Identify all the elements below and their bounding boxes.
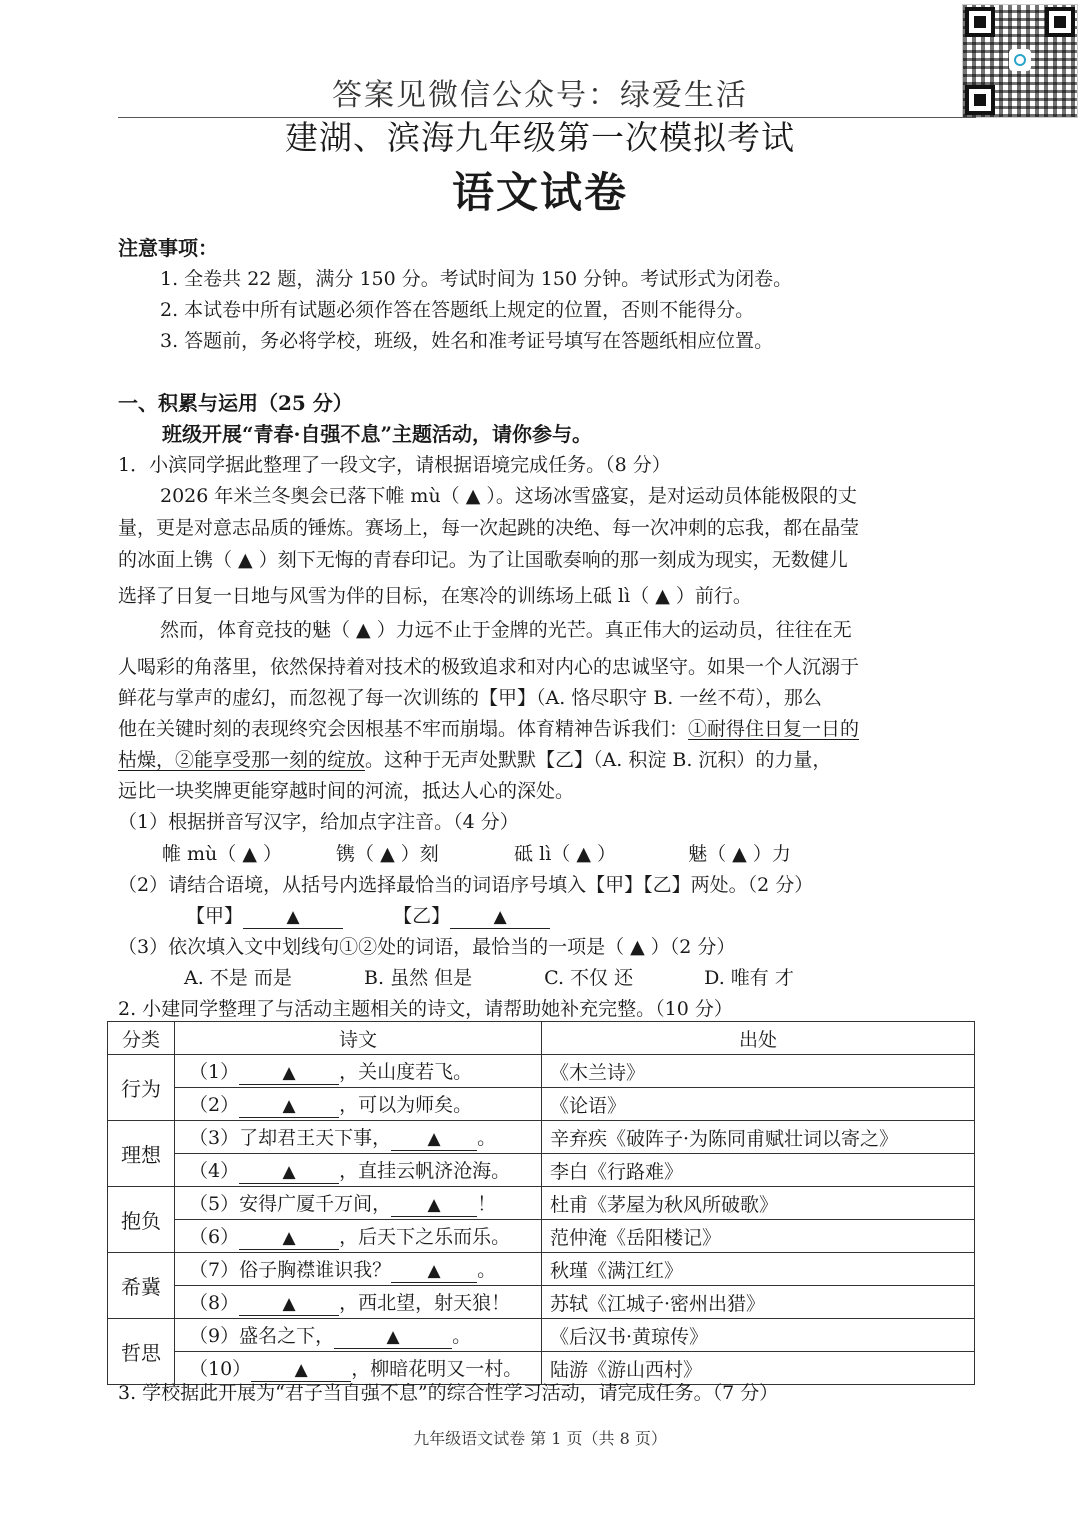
answer-blank[interactable]: ▲ [239, 1061, 339, 1085]
answer-blank[interactable]: ▲ [251, 1358, 351, 1382]
sub1-item: 镌（ ▲ ）刻 [336, 843, 439, 865]
passage-line: 人喝彩的角落里，依然保持着对技术的极致追求和对内心的忠诚坚守。如果一个人沉溺于 [118, 656, 860, 678]
table-row: 抱负 （5）安得广厦千万间， ▲ ！ 杜甫《茅屋为秋风所破歌》 [108, 1187, 975, 1220]
answer-blank[interactable]: ▲ [391, 1127, 477, 1151]
answer-blank-yi[interactable]: ▲ [450, 905, 550, 929]
sub1-item: 砥 lì（ ▲ ） [514, 843, 616, 865]
table-header-row [108, 1022, 975, 1055]
poetry-table [107, 1021, 975, 1385]
paper-title: 语文试卷 [451, 168, 628, 217]
category-cell: 希冀 [108, 1253, 175, 1319]
answer-blank[interactable]: ▲ [391, 1193, 477, 1217]
table-row: （10） ▲ ，柳暗花明又一村。 陆游《游山西村》 [108, 1352, 975, 1385]
passage-line-with-underline: 他在关键时刻的表现终究会因根基不牢而崩塌。体育精神告诉我们：①耐得住日复一日的 [118, 718, 860, 740]
answer-blank[interactable]: ▲ [239, 1160, 339, 1184]
source-cell: 《论语》 [542, 1088, 975, 1121]
sub-question-1: （1）根据拼音写汉字，给加点字注音。（4 分） [118, 811, 519, 833]
question-2-prompt: 2. 小建同学整理了与活动主题相关的诗文，请帮助她补充完整。（10 分） [118, 998, 733, 1020]
page-footer: 九年级语文试卷 第 1 页（共 8 页） [413, 1429, 667, 1448]
category-cell: 理想 [108, 1121, 175, 1187]
sub-question-3: （3）依次填入文中划线句①②处的词语，最恰当的一项是（ ▲ ）（2 分） [118, 936, 736, 958]
table-row: （2） ▲ ，可以为师矣。 《论语》 [108, 1088, 975, 1121]
source-cell: 陆游《游山西村》 [542, 1352, 975, 1385]
table-row: 哲思 （9）盛名之下， ▲ 。 《后汉书·黄琼传》 [108, 1319, 975, 1352]
passage-line: 选择了日复一日地与风雪为伴的目标，在寒冷的训练场上砥 lì（ ▲ ）前行。 [118, 585, 752, 607]
header-source: 出处 [542, 1022, 975, 1055]
category-cell: 哲思 [108, 1319, 175, 1385]
sub2-blanks: 【甲】 ▲ 【乙】 ▲ [186, 902, 1046, 930]
passage-line-with-underline: 枯燥，②能享受那一刻的绽放。这种于无声处默默【乙】（A. 积淀 B. 沉积）的力量， [118, 749, 832, 771]
notice-item: 3. 答题前，务必将学校，班级，姓名和准考证号填写在答题纸相应位置。 [160, 330, 774, 352]
activity-intro: 班级开展“青春·自强不息”主题活动，请你参与。 [162, 422, 592, 446]
exam-title: 建湖、滨海九年级第一次模拟考试 [285, 118, 795, 157]
notice-item: 1. 全卷共 22 题，满分 150 分。考试时间为 150 分钟。考试形式为闭卷。 [160, 268, 793, 290]
question-3-prompt: 3. 学校据此开展为“君子当自强不息”的综合性学习活动，请完成任务。（7 分） [118, 1382, 779, 1404]
passage-line: 的冰面上镌（ ▲ ）刻下无悔的青春印记。为了让国歌奏响的那一刻成为现实，无数健儿 [118, 549, 848, 571]
passage-line: 量，更是对意志品质的锤炼。赛场上，每一次起跳的决绝、每一次冲刺的忘我，都在晶莹 [118, 517, 860, 539]
source-cell: 秋瑾《满江红》 [542, 1253, 975, 1286]
passage-line: 鲜花与掌声的虚幻，而忽视了每一次训练的【甲】（A. 恪尽职守 B. 一丝不苟），那么 [118, 687, 822, 709]
passage-line: 2026 年米兰冬奥会已落下帷 mù（ ▲ ）。这场冰雪盛宴，是对运动员体能极限的丈 [160, 485, 857, 507]
section-heading: 一、积累与运用（25 分） [118, 391, 353, 415]
answer-blank-jia[interactable]: ▲ [243, 905, 343, 929]
underlined-phrase-1: ①耐得住日复一日的 [688, 718, 860, 740]
table-row: 理想 （3）了却君王天下事， ▲ 。 辛弃疾《破阵子·为陈同甫赋壮词以寄之》 [108, 1121, 975, 1154]
source-cell: 苏轼《江城子·密州出猎》 [542, 1286, 975, 1319]
underlined-phrase-2: 枯燥，②能享受那一刻的绽放 [118, 749, 366, 771]
sub-question-2: （2）请结合语境，从括号内选择最恰当的词语序号填入【甲】【乙】两处。（2 分） [118, 874, 814, 896]
question-1-prompt: 1．小滨同学据此整理了一段文字，请根据语境完成任务。（8 分） [118, 454, 671, 476]
notice-item: 2. 本试卷中所有试题必须作答在答题纸上规定的位置，否则不能得分。 [160, 299, 755, 321]
option-b: B. 虽然 但是 [364, 967, 473, 989]
option-a: A. 不是 而是 [184, 967, 292, 989]
sub3-options [184, 964, 1044, 992]
answer-blank[interactable]: ▲ [239, 1226, 339, 1250]
answer-blank[interactable]: ▲ [334, 1325, 452, 1349]
option-c: C. 不仅 还 [544, 967, 634, 989]
answer-blank[interactable]: ▲ [391, 1259, 477, 1283]
table-row: （4） ▲ ，直挂云帆济沧海。 李白《行路难》 [108, 1154, 975, 1187]
table-row: （8） ▲ ，西北望，射天狼！ 苏轼《江城子·密州出猎》 [108, 1286, 975, 1319]
option-d: D. 唯有 才 [704, 967, 794, 989]
sub1-item: 魅（ ▲ ）力 [688, 843, 791, 865]
source-cell: 辛弃疾《破阵子·为陈同甫赋壮词以寄之》 [542, 1121, 975, 1154]
sub1-item: 帷 mù（ ▲ ） [162, 843, 282, 865]
passage-line: 然而，体育竞技的魅（ ▲ ）力远不止于金牌的光芒。真正伟大的运动员，往往在无 [160, 619, 852, 641]
header-category: 分类 [108, 1022, 175, 1055]
table-row: 希冀 （7）俗子胸襟谁识我？ ▲ 。 秋瑾《满江红》 [108, 1253, 975, 1286]
source-cell: 范仲淹《岳阳楼记》 [542, 1220, 975, 1253]
sub1-items [162, 840, 1022, 868]
table-row: （6） ▲ ，后天下之乐而乐。 范仲淹《岳阳楼记》 [108, 1220, 975, 1253]
table-row: 行为 （1） ▲ ，关山度若飞。 《木兰诗》 [108, 1055, 975, 1088]
notice-heading: 注意事项： [118, 236, 218, 260]
category-cell: 行为 [108, 1055, 175, 1121]
answer-blank[interactable]: ▲ [239, 1094, 339, 1118]
answer-blank[interactable]: ▲ [239, 1292, 339, 1316]
wechat-banner: 答案见微信公众号：绿爱生活 [332, 78, 748, 113]
passage-line: 远比一块奖牌更能穿越时间的河流，抵达人心的深处。 [118, 780, 575, 802]
header-poem: 诗文 [175, 1022, 542, 1055]
category-cell: 抱负 [108, 1187, 175, 1253]
source-cell: 《木兰诗》 [542, 1055, 975, 1088]
source-cell: 杜甫《茅屋为秋风所破歌》 [542, 1187, 975, 1220]
source-cell: 李白《行路难》 [542, 1154, 975, 1187]
source-cell: 《后汉书·黄琼传》 [542, 1319, 975, 1352]
